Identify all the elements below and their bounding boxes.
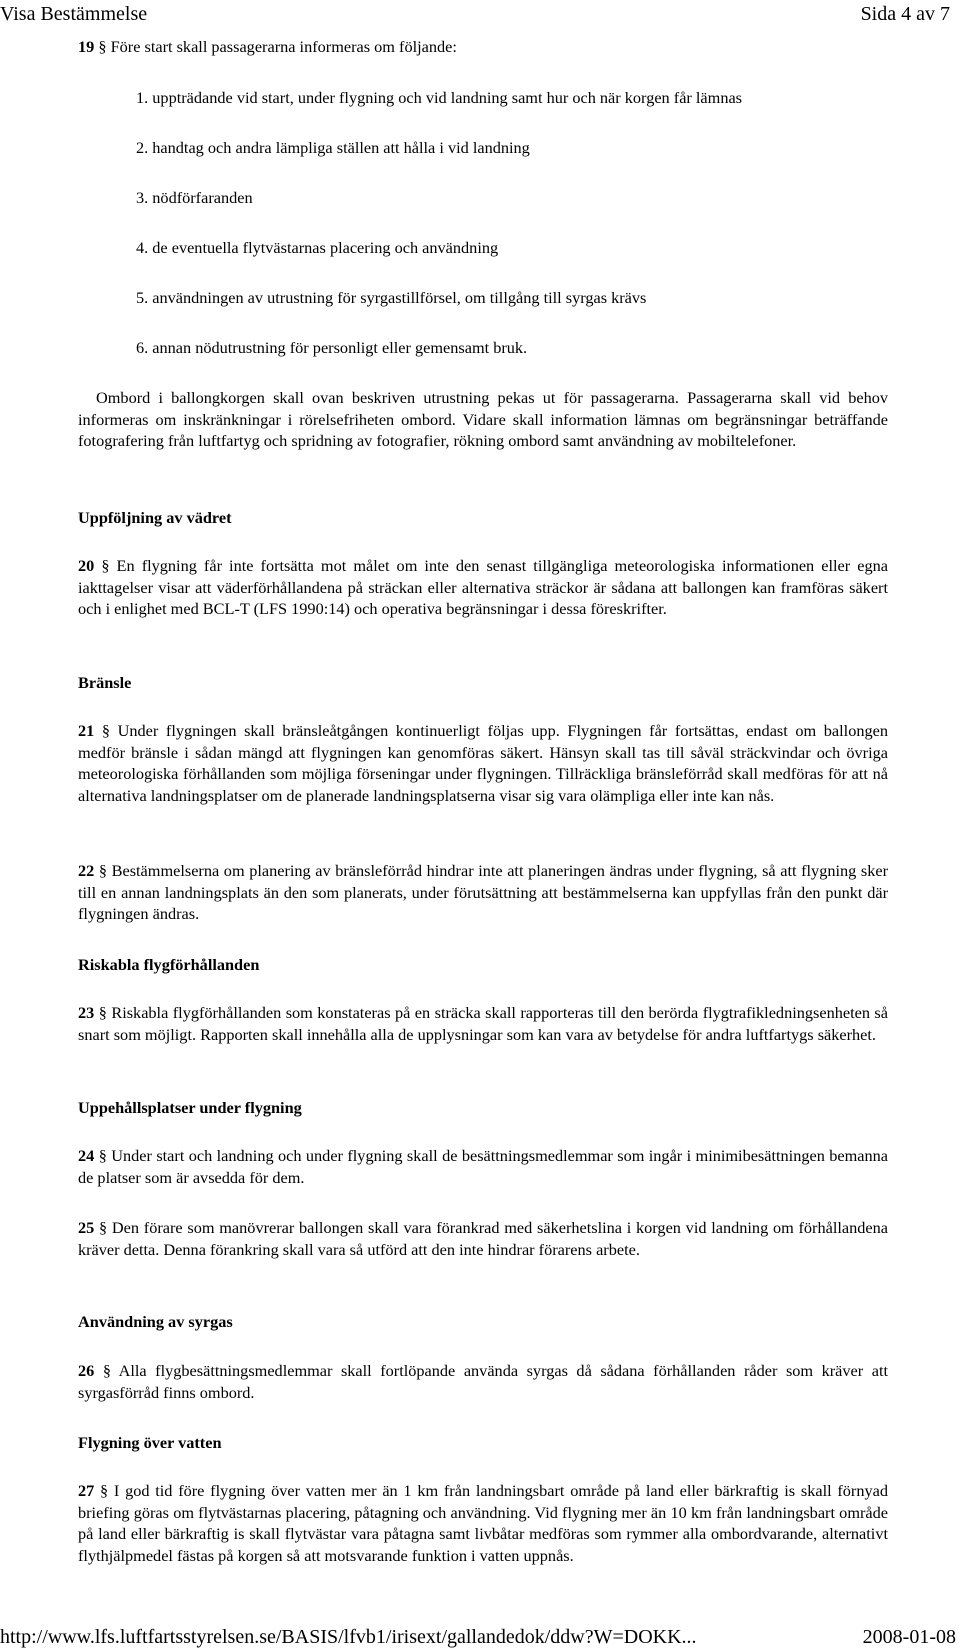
- section-19: [78, 36, 888, 58]
- section-text: Före start skall passagerarna informeras om följande:: [110, 37, 457, 56]
- section-heading: Flygning över vatten: [78, 1433, 222, 1452]
- list-item: 2. handtag och andra lämpliga ställen att hålla i vid landning: [136, 138, 530, 157]
- section-text: Under flygningen skall bränsleåtgången kontinuerligt följas upp. Flygningen får fortsättas, endast om ballongen medför bränsle i sådan mängd att flygningen kan genomföras säkert. Hänsyn skall tas till såväl sträckvindar och övriga meteorologiska förhållanden som möjliga förseningar under flygningen. Tillräckliga bränsleförråd skall medföras för att nå alternativa landningsplatser om de planerade landningsplatserna visar sig vara olämpliga eller inte kan nås.: [78, 721, 888, 805]
- section-number: 25: [78, 1218, 95, 1237]
- section-24: [78, 1145, 888, 1188]
- section-heading: Riskabla flygförhållanden: [78, 955, 260, 974]
- section-text: Alla flygbesättningsmedlemmar skall fortlöpande använda syrgas då sådana förhållanden råder som kräver att syrgasförråd finns ombord.: [78, 1361, 889, 1402]
- section-text: Den förare som manövrerar ballongen skall vara förankrad med säkerhetslina i korgen vid landning om förhållandena kräver detta. Denna förankring skall vara så utförd att den inte hindrar förarens arbete.: [78, 1218, 888, 1259]
- section-symbol: §: [98, 1003, 107, 1022]
- section-number: 19: [78, 37, 95, 56]
- section-symbol: §: [99, 1218, 108, 1237]
- list-item: 1. uppträdande vid start, under flygning och vid landning samt hur och när korgen får lämnas: [136, 88, 743, 107]
- section-symbol: §: [101, 721, 111, 740]
- section-number: 21: [78, 721, 95, 740]
- section-heading: Uppföljning av vädret: [78, 508, 232, 527]
- section-23: [78, 1002, 888, 1045]
- section-symbol: §: [100, 1481, 109, 1500]
- section-20: [78, 555, 888, 620]
- list-item: 3. nödförfaranden: [136, 188, 253, 207]
- page-footer: [0, 1622, 960, 1652]
- section-symbol: §: [101, 556, 110, 575]
- section-number: 22: [78, 861, 95, 880]
- list-item: 4. de eventuella flytvästarnas placering och användning: [136, 238, 499, 257]
- section-22: [78, 860, 888, 925]
- print-date: 2008-01-08: [862, 1626, 956, 1648]
- section-25: [78, 1217, 888, 1260]
- section-21: [78, 720, 888, 806]
- section-symbol: §: [102, 1361, 111, 1380]
- section-heading: Uppehållsplatser under flygning: [78, 1098, 302, 1117]
- page-header: [0, 0, 960, 28]
- section-symbol: §: [98, 1146, 107, 1165]
- section-heading: Bränsle: [78, 673, 132, 692]
- document-title: Visa Bestämmelse: [0, 3, 148, 25]
- section-26: [78, 1360, 888, 1403]
- section-number: 26: [78, 1361, 95, 1380]
- section-text: Under start och landning och under flygning skall de besättningsmedlemmar som ingår i minimibesättningen bemanna de platser som är avsedda för dem.: [78, 1146, 889, 1187]
- list-item: 5. användningen av utrustning för syrgastillförsel, om tillgång till syrgas krävs: [136, 288, 647, 307]
- list-item: 6. annan nödutrustning för personligt eller gemensamt bruk.: [136, 338, 528, 357]
- section-text: Bestämmelserna om planering av bränsleförråd hindrar inte att planeringen ändras under flygning, så att flygning sker till en annan landningsplats än den som planerats, under förutsättning att bestämmelserna kan uppfyllas från den punkt där flygningen ändras.: [78, 861, 888, 923]
- section-text: En flygning får inte fortsätta mot målet om inte den senast tillgängliga meteorologiska informationen eller egna iakttagelser visar att väderförhållandena på sträckan eller alternativa sträckor är sådana att ballongen kan framföras säkert och i enlighet med BCL-T (LFS 1990:14) och operativa begränsningar i dessa föreskrifter.: [78, 556, 888, 618]
- section-number: 24: [78, 1146, 95, 1165]
- section-text: Riskabla flygförhållanden som konstateras på en sträcka skall rapporteras till den berörda flygtrafikledningsenheten så snart som möjligt. Rapporten skall innehålla alla de upplysningar som kan vara av betydelse för andra luftfartygs säkerhet.: [78, 1003, 888, 1044]
- section-number: 20: [78, 556, 95, 575]
- source-url[interactable]: http://www.lfs.luftfartsstyrelsen.se/BASIS/lfvb1/irisext/gallandedok/ddw?W=DOKK...: [0, 1626, 697, 1648]
- paragraph: [78, 387, 888, 452]
- page-number: Sida 4 av 7: [860, 3, 950, 25]
- section-symbol: §: [98, 37, 107, 56]
- section-number: 27: [78, 1481, 95, 1500]
- section-text: I god tid före flygning över vatten mer än 1 km från landningsbart område på land eller bärkraftig is skall förnyad briefing göras om flytvästarnas placering, påtagning och användning. Vid flygning mer än 10 km från landningsbart område på land eller bärkraftig is skall flytvästar vara påtagna samt livbåtar medföras som rymmer alla ombordvarande, alternativt flythjälpmedel fästas på korgen så att motsvarande funktion i vatten uppnås.: [78, 1481, 888, 1565]
- section-27: [78, 1480, 888, 1566]
- section-number: 23: [78, 1003, 95, 1022]
- section-heading: Användning av syrgas: [78, 1312, 233, 1331]
- section-symbol: §: [98, 861, 108, 880]
- paragraph-text: Ombord i ballongkorgen skall ovan beskriven utrustning pekas ut för passagerarna. Passagerarna skall vid behov informeras om inskränkningar i rörelsefriheten ombord. Vidare skall information lämnas om begränsningar beträffande fotografering från luftfartyg och spridning av fotografier, rökning ombord samt användning av mobiltelefoner.: [78, 388, 888, 450]
